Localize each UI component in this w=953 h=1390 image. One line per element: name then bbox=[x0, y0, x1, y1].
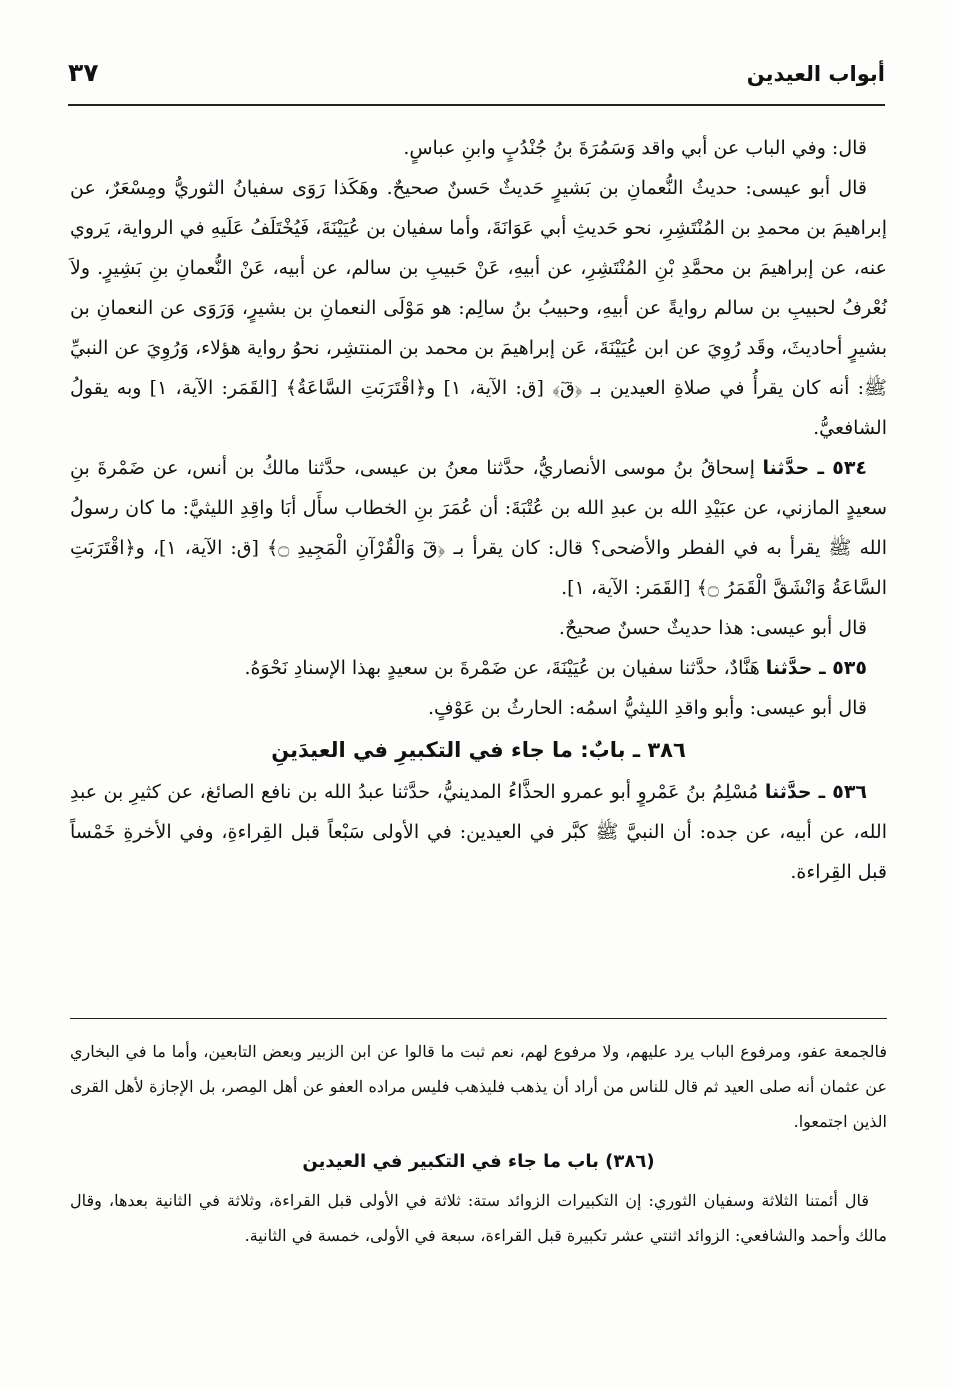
hadith-536 bbox=[70, 772, 887, 892]
hadith-number: ٥٣٦ ـ حدَّثنا bbox=[764, 781, 868, 803]
commentary-paragraph: فالجمعة عفو، ومرفوع الباب يرد عليهم، ولا مرفوع لهم، نعم ثبت ما قالوا عن ابن الزبير وبعض التابعين، وأما ما في البخاري عن عثمان أنه صلى العيد ثم قال للناس من أراد أن يذهب فليذهب فليس مراده العفو عن أهل المِصر، بل الإجازة لأهل القرى الذين اجتمعوا. bbox=[70, 1042, 887, 1131]
paragraph: قال أبو عيسى: هذا حديثٌ حسنٌ صحيحٌ. bbox=[558, 617, 867, 639]
paragraph: قال: وفي الباب عن أبي واقد وَسَمُرَةَ بنُ جُنْدُبٍ وابنِ عباسٍ. bbox=[403, 137, 867, 159]
hadith-number: ٥٣٤ ـ حدَّثنا bbox=[762, 457, 868, 479]
page-number: ٣٧ bbox=[68, 58, 99, 87]
hadith-534 bbox=[70, 448, 887, 608]
hadith-text: مُسْلِمُ بنُ عَمْروٍ أبو عمرو الحذَّاءُ المدينيُّ، حدَّثنا عبدُ الله بن نافع الصائغ، عن كثيرِ بن عبدِ الله، عن أبيه، عن جده: أن النبيَّ ﷺ كبَّر في العيدين: في الأولى سَبْعاً قبل القِراءةِ، وفي الأخرةِ خَمْساً قبل القِراءة. bbox=[70, 781, 887, 883]
hadith-number: ٥٣٥ ـ حدَّثنا bbox=[765, 657, 867, 679]
header-rule bbox=[68, 104, 885, 106]
paragraph: قال أبو عيسى: وأبو واقدِ الليثيُّ اسمُه: الحارثُ بن عَوْفٍ. bbox=[428, 697, 867, 719]
chapter-heading: ٣٨٦ ـ بابٌ: ما جاء في التكبيرِ في العيدَينِ bbox=[271, 738, 686, 762]
commentary-paragraph: قال أئمتنا الثلاثة وسفيان الثوري: إن التكبيرات الزوائد ستة: ثلاثة في الأولى قبل القراءة، وثلاثة في الثانية بعدها، وقال مالك وأحمد والشافعي: الزوائد اثنتي عشر تكبيرة قبل القراءة، سبعة في الأولى، خمسة في الثانية. bbox=[70, 1191, 887, 1245]
commentary-heading: (٣٨٦) باب ما جاء في التكبير في العيدين bbox=[302, 1151, 655, 1172]
hadith-535 bbox=[70, 648, 887, 688]
page-header bbox=[68, 58, 885, 98]
footnote-divider bbox=[70, 1018, 887, 1019]
running-title: أبواب العيدين bbox=[746, 62, 885, 86]
main-text bbox=[70, 128, 887, 892]
commentary bbox=[70, 1034, 887, 1253]
hadith-text: هَنَّادٌ، حدَّثنا سفيان بن عُيَيْنَةَ، عن ضَمْرةَ بن سعيدٍ بهذا الإسنادِ نَحْوَهُ. bbox=[244, 657, 766, 679]
hadith-text: إسحاقُ بنُ موسى الأنصاريُّ، حدَّثنا معنُ بن عيسى، حدَّثنا مالكُ بن أنس، عن ضَمْرةَ بنِ سعيدٍ المازني، عن عبَيْدِ الله بن عبدِ الله بن عُتْبَةَ: أن عُمَرَ بنِ الخطاب سأَل أبَا واقِدِ الليثيَّ: ما كان رسولُ الله ﷺ يقرأ به في الفطر والأضحى؟ قال: كان يقرأ بـ ﴿قٓ وَالْقُرْآنِ الْمَجِيدِ ۝﴾ [ق: الآية، ١]، و﴿اقْتَرَبَتِ السَّاعَةُ وَانْشَقَّ الْقَمَرُ ۝﴾ [القَمَر: الآية، ١]. bbox=[70, 457, 887, 599]
paragraph: قال أبو عيسى: حديثُ النُّعمانِ بن بَشيرٍ حَديثٌ حَسنٌ صحيحٌ. وهَكَذا رَوَى سفيانُ الثوريُّ ومِسْعَرٌ، عن إبراهيمَ بن محمدِ بن المُنْتَشِرِ، نحو حَديثِ أبي عَوَانَةَ، وأما سفيان بن عُيَيْنَةَ، فَيُخْتَلَفُ عَلَيهِ في الرواية، يَروي عنه، عن إبراهيمَ بن محمَّدِ بْنِ المُنْتَشِرِ، عن أبيهِ، عَنْ حَبيبِ بن سالم، عن أبيه، عَنْ النُّعمانِ بنِ بَشِيرٍ. ولاَ نُعْرفُ لحبيبِ بن سالم روايةً عن أبيهِ، وحبيبُ بنُ سالِم: هو مَوْلَى النعمانِ بن بشيرٍ، وَرَوَى عن النعمانِ بن بشيرٍ أحاديثَ، وقَد رُوِيَ عن ابن عُيَيْنَةَ، عَن إبراهيمَ بن محمد بن المنتشِر، نحوُ رواية هؤلاء، وَرُوِيَ عن النبيِّ ﷺ: أنه كان يقرأُ في صلاةِ العيدين بـ ﴿قٓ﴾ [ق: الآية، ١] و﴿اقْتَرَبَتِ السَّاعَةُ﴾ [القَمَر: الآية، ١] وبه يقولُ الشافعيُّ. bbox=[70, 177, 887, 439]
